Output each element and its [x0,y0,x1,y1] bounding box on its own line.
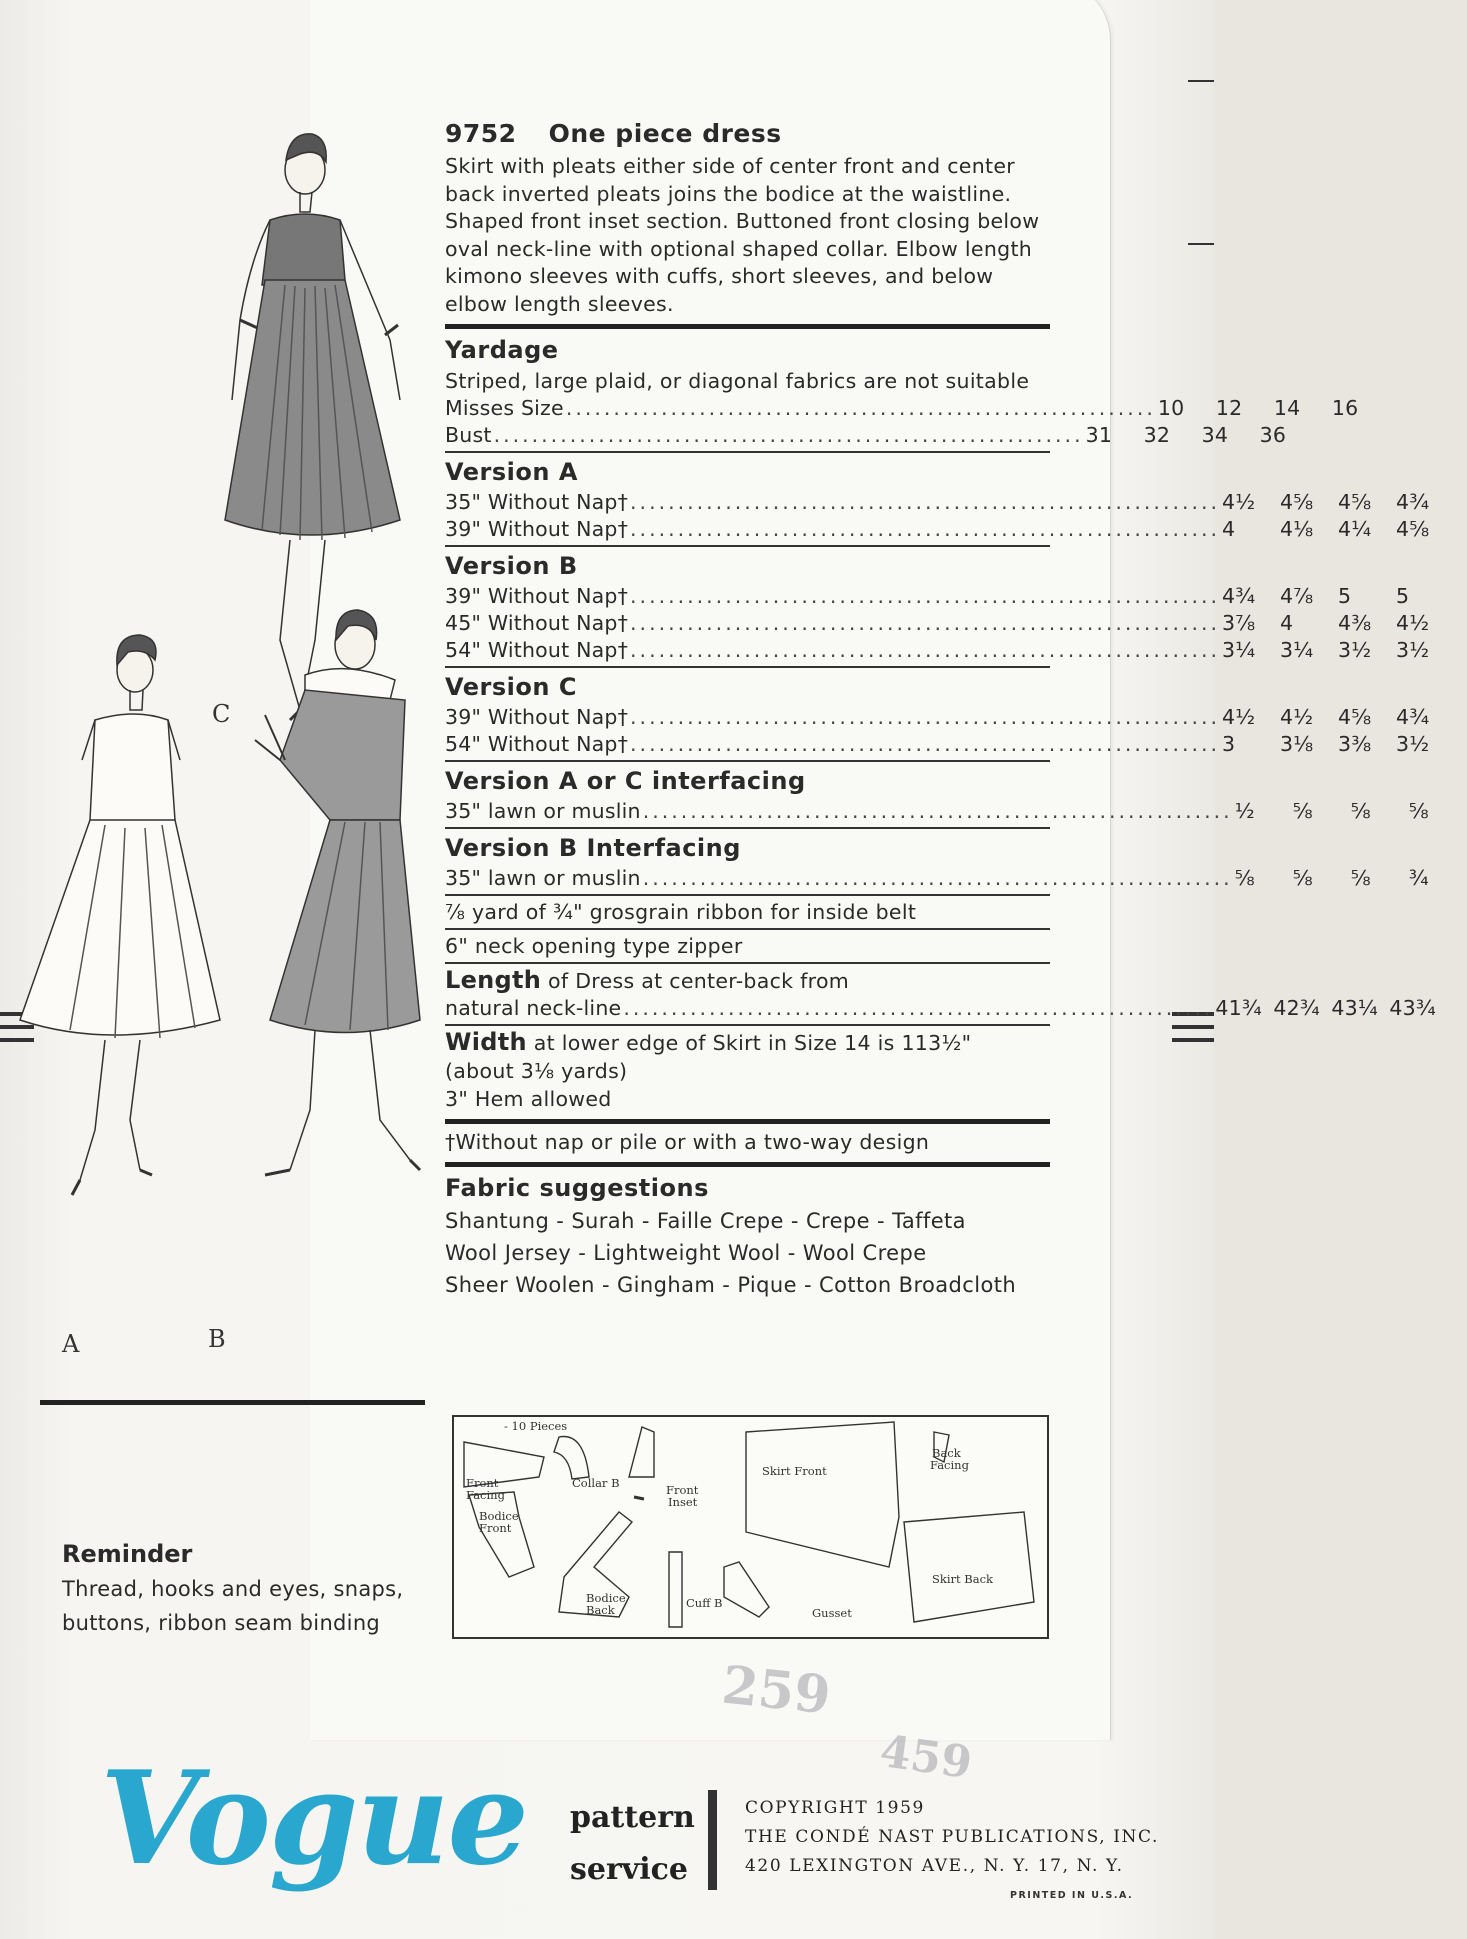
interfacing-ac-row: 35" lawn or muslin .............................................................. ½ ⅝ ⅝ ⅝ [445,799,1429,823]
interfacing-b-row: 35" lawn or muslin .............................................................. ⅝ ⅝ ⅝ ¾ [445,866,1429,890]
figure-b-label: B [208,1325,226,1353]
divider [445,1162,1050,1167]
pattern-number: 9752 [445,119,517,148]
interfacing-b-heading: Version B Interfacing [445,834,741,862]
fabric-line: Shantung - Surah - Faille Crepe - Crepe - Taffeta [445,1209,966,1233]
version-c-heading: Version C [445,673,577,701]
ribbon-note: ⅞ yard of ¾" grosgrain ribbon for inside belt [445,900,917,924]
divider [445,760,1050,762]
pattern-service-label: pattern service [570,1800,695,1887]
reminder-heading: Reminder [62,1540,193,1568]
printed-in-usa: PRINTED IN U.S.A. [1010,1890,1134,1901]
edge-mark [1188,80,1214,82]
svg-text:Front: Front [466,1476,499,1490]
piece-front-inset [629,1427,654,1477]
svg-text:Front: Front [479,1521,512,1535]
piece-gusset [724,1562,769,1617]
dress-illustrations [0,120,450,1360]
figure-a-label: A [62,1330,80,1358]
figure-c-label: C [212,700,231,728]
svg-text:Back: Back [586,1603,615,1617]
zipper-note: 6" neck opening type zipper [445,934,743,958]
interfacing-ac-heading: Version A or C interfacing [445,767,806,795]
length-row: natural neck-line .............................................................. 41¾ 42¾ 43¼ 43¾ [445,996,1436,1020]
piece-collar-b [554,1437,589,1480]
svg-text:Cuff B: Cuff B [686,1596,723,1610]
fold-mark [1172,1038,1214,1042]
figure-a [20,635,220,1195]
specification-panel [445,119,1436,1301]
svg-text:Skirt Back: Skirt Back [932,1572,994,1586]
size-row: Misses Size .............................................................. 10 12 14 16 [445,396,1359,420]
divider [445,1024,1050,1026]
fabric-heading: Fabric suggestions [445,1174,709,1202]
divider [445,928,1050,930]
piece-skirt-back [904,1512,1034,1622]
version-a-row: 35" Without Nap† .............................................................. 4½ 4⅝ 4⅝ 4¾ [445,490,1430,514]
reminder-text: Thread, hooks and eyes, snaps, buttons, ribbon seam binding [62,1577,404,1635]
pattern-description: Skirt with pleats either side of center front and center back inverted pleats joins the bodice at the waistline. Shaped front inset section. Buttoned front closing below oval neck-line with optional shaped collar. Elbow length kimono sleeves with cuffs, short sleeves, and below elbow length sleeves. [445,154,1040,316]
version-a-row: 39" Without Nap† .............................................................. 4 4⅛ 4¼ 4⅝ [445,517,1430,541]
pieces-count: - 10 Pieces [504,1419,568,1433]
footer-divider [708,1790,717,1890]
fold-mark [1172,1025,1214,1029]
version-b-row: 39" Without Nap† .............................................................. 4¾ 4⅞ 5 5 [445,584,1410,608]
divider [445,827,1050,829]
copyright-block: COPYRIGHT 1959 THE CONDÉ NAST PUBLICATIONS, INC. 420 LEXINGTON AVE., N. Y. 17, N. Y. [745,1798,1160,1876]
reminder-block [62,1540,462,1640]
price-stamp: 459 [876,1725,975,1790]
edge-mark [1188,243,1214,245]
svg-text:Back: Back [932,1446,961,1460]
svg-text:Front: Front [666,1483,699,1497]
nap-footnote: †Without nap or pile or with a two-way design [445,1130,930,1154]
price-stamp: 259 [719,1654,834,1727]
svg-text:Inset: Inset [668,1495,698,1509]
svg-text:Skirt Front: Skirt Front [762,1464,827,1478]
divider [40,1400,425,1405]
version-c-row: 39" Without Nap† .............................................................. 4½ 4½ 4⅝ 4¾ [445,705,1430,729]
width-about: (about 3⅛ yards) [445,1059,628,1083]
piece-cuff-b [669,1552,682,1627]
version-a-heading: Version A [445,458,578,486]
svg-text:Gusset: Gusset [812,1606,852,1620]
vogue-logo: Vogue [100,1744,527,1894]
pattern-pieces-svg [454,1417,1047,1637]
pattern-pieces-diagram [452,1415,1049,1639]
svg-text:Facing: Facing [466,1488,505,1502]
svg-text:Bodice: Bodice [479,1509,519,1523]
divider [445,962,1050,964]
length-line: Length of Dress at center-back from [445,966,850,994]
fashion-illustrations [0,120,450,1360]
divider [445,451,1050,453]
figure-b [255,610,420,1175]
version-b-row: 54" Without Nap† .............................................................. 3¼ 3¼ 3½ 3½ [445,638,1430,662]
hem-note: 3" Hem allowed [445,1087,612,1111]
version-b-row: 45" Without Nap† .............................................................. 3⅞ 4 4⅜ 4½ [445,611,1430,635]
fabric-line: Sheer Woolen - Gingham - Pique - Cotton Broadcloth [445,1273,1017,1297]
fabric-line: Wool Jersey - Lightweight Wool - Wool Crepe [445,1241,927,1265]
version-c-row: 54" Without Nap† .............................................................. 3 3⅛ 3⅜ 3½ [445,732,1430,756]
pattern-title [445,120,1050,147]
divider [445,1119,1050,1124]
width-line: Width at lower edge of Skirt in Size 14 is 113½" [445,1028,972,1056]
divider [445,324,1050,329]
version-b-heading: Version B [445,552,578,580]
bust-row: Bust .............................................................. 31 32 34 36 [445,423,1287,447]
svg-text:Facing: Facing [930,1458,969,1472]
svg-text:Bodice: Bodice [586,1591,626,1605]
divider [445,666,1050,668]
divider [445,545,1050,547]
piece-skirt-front [746,1422,899,1567]
pattern-name: One piece dress [548,119,782,148]
yardage-heading: Yardage [445,336,559,364]
svg-text:Collar B: Collar B [572,1476,620,1490]
yardage-note: Striped, large plaid, or diagonal fabrics are not suitable [445,369,1030,393]
divider [445,894,1050,896]
